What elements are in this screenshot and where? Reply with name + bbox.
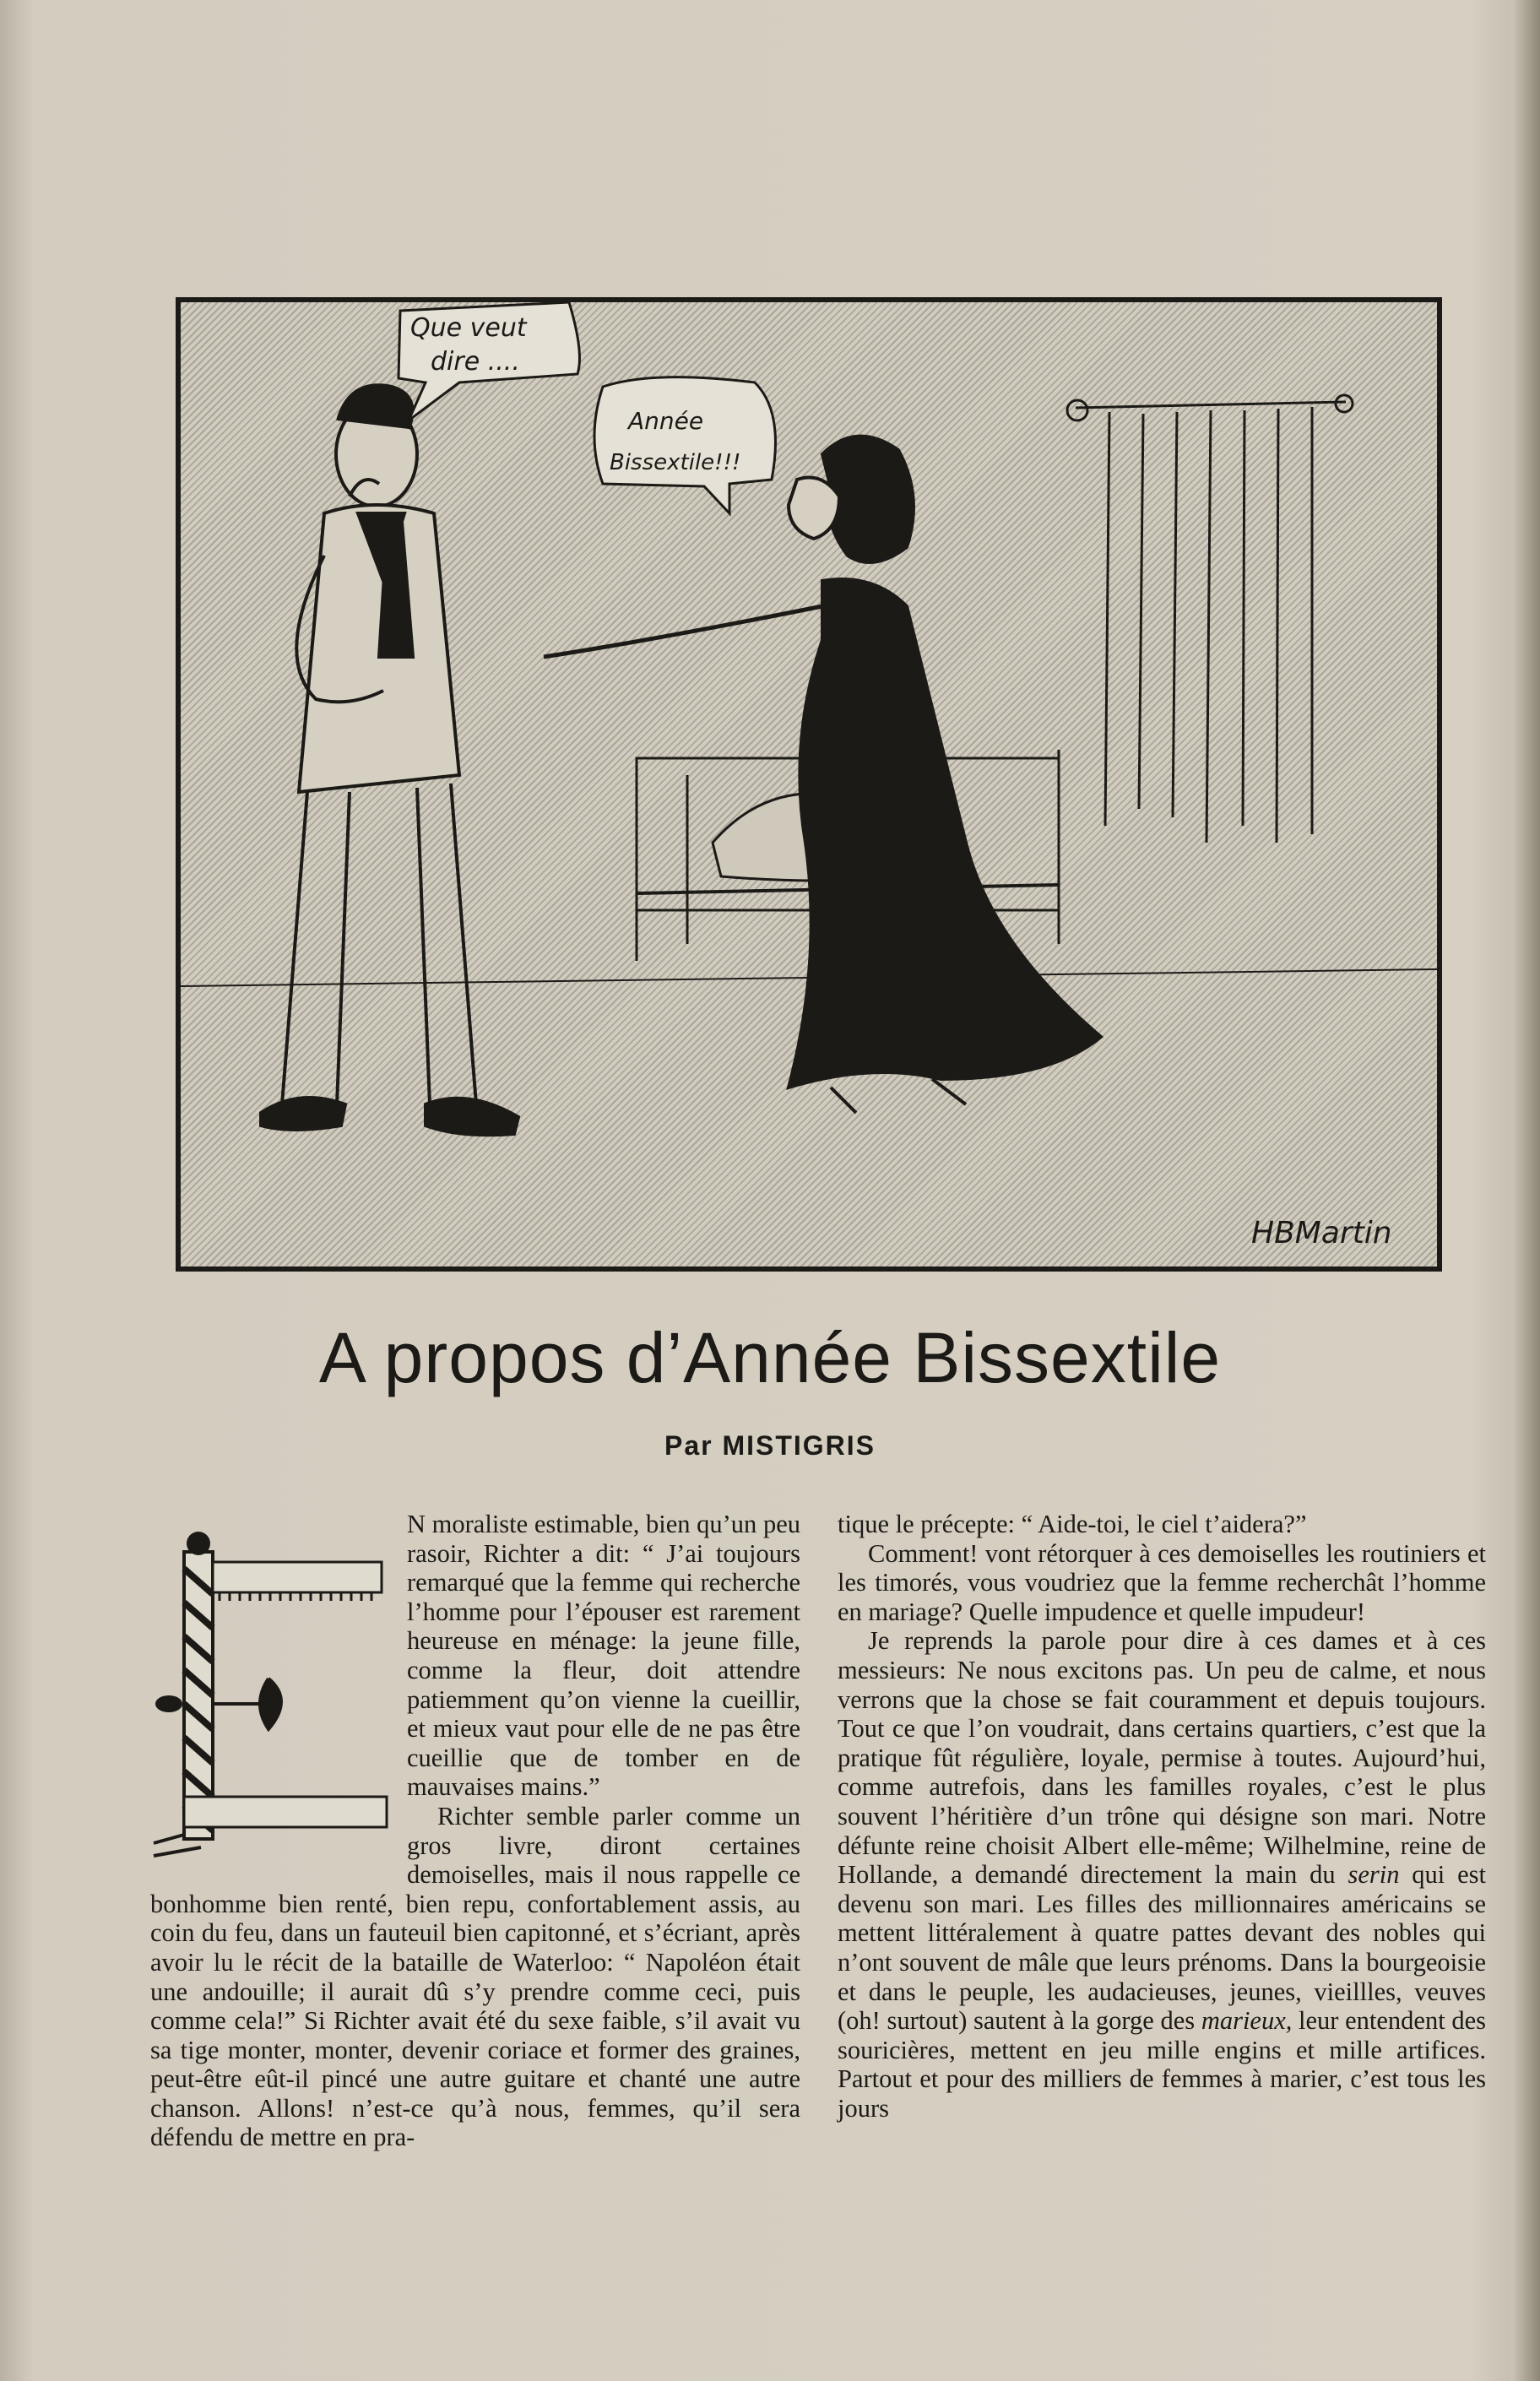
man-figure	[261, 385, 518, 1135]
artist-signature: HBMartin	[1251, 1216, 1392, 1250]
article-column-2	[838, 1510, 1486, 2123]
paragraph-3: Comment! vont rétorquer à ces demoiselles les routiniers et les timorés, vous voudriez que la femme recherchât l’homme en mariage? Quelle impudence et quelle impudeur!	[838, 1538, 1486, 1626]
paragraph-4-italic-serin: serin	[1348, 1860, 1400, 1890]
article-byline: Par MISTIGRIS	[664, 1430, 876, 1461]
paragraph-continuation: tique le précepte: “ Aide-toi, le ciel t’aidera?”	[838, 1510, 1307, 1538]
speech-bubble-woman	[594, 377, 776, 513]
cartoon-illustration	[176, 297, 1442, 1272]
paragraph-2: Richter semble parler comme un gros livre, diront certaines demoiselles, mais il nous rappelle ce bonhomme bien renté, bien repu, confortablement assis, au coin du feu, dans un fauteuil bien capitonné, et s’écriant, après avoir lu le récit de la bataille de Waterloo: “ Napoléon était une andouille; il aurait dû s’y prendre comme ceci, puis comme cela!” Si Richter avait été du sexe faible, s’il avait vu sa tige monter, monter, devenir coriace et former des graines, peut-être eût-il pincé une autre guitare et chanté une autre chanson. Allons! n’est-ce qu’à nous, femmes, qu’il sera défendu de mettre en pra-	[150, 1801, 800, 2152]
bubble-woman-line-2: Bissextile!!!	[610, 450, 741, 475]
decorative-initial-e	[150, 1510, 397, 1868]
paragraph-4-part-c: leur entendent des souricières, mettent en jeu mille engins et mille artifices. Partout et pour des milliers de femmes à marier, c’est tous les jours	[838, 2006, 1487, 2123]
article-title: A propos d’Année Bissextile	[318, 1318, 1222, 1397]
drop-cap-e-icon	[150, 1510, 397, 1868]
article-column-1	[150, 1510, 800, 2152]
paragraph-4-part-b: qui est devenu son mari. Les filles des millionnaires américains se mettent littéralement à quatre pattes devant des nobles qui n’ont souvent de mâle que leurs prénoms. Dans la bourgeoisie et dans le peuple, les audacieuses, jeunes, vieillles, veuves (oh! surtout) sautent à la gorge des	[838, 1860, 1487, 2036]
bubble-woman-line-1: Année	[628, 407, 704, 435]
bubble-man-line-1: Que veut	[410, 313, 527, 343]
paragraph-1: N moraliste estimable, bien qu’un peu rasoir, Richter a dit: “ J’ai toujours remarqué que la femme qui recherche l’homme pour l’épouser est rarement heureuse en ménage: la jeune fille, comme la fleur, doit attendre patiemment qu’on vienne la cueillir, et mieux vaut pour elle de ne pas être cueillie que de tomber en de mauvaises mains.”	[407, 1510, 800, 1802]
page-gutter-shadow	[1511, 0, 1540, 2381]
woman-figure	[544, 437, 1101, 1113]
paragraph-4-part-a: Je reprends la parole pour dire à ces dames et à ces messieurs: Ne nous excitons pas. Un peu de calme, et nous verrons que la chose se fait couramment et depuis toujours. Tout ce que l’on voudrait, dans certains quartiers, c’est que la pratique fût régulière, loyale, permise à toutes. Aujourd’hui, comme autrefois, dans les familles royales, c’est le plus souvent l’héritière d’un trône qui désigne son mari. Notre défunte reine choisit Albert elle-même; Wilhelmine, reine de Hollande, a demandé directement la main du	[838, 1626, 1486, 1890]
curtain	[1067, 395, 1353, 843]
paragraph-4	[838, 1626, 1486, 2123]
bubble-man-line-2: dire ....	[431, 347, 520, 377]
paragraph-4-italic-marieux: marieux,	[1201, 2006, 1293, 2036]
cartoon-drawing	[181, 302, 1437, 1266]
